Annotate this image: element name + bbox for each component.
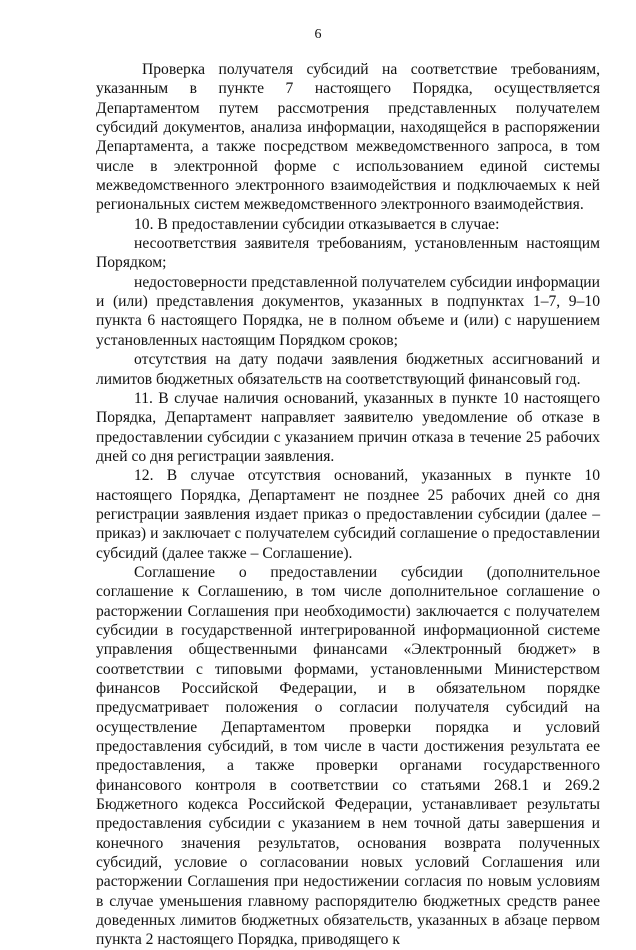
document-body bbox=[96, 60, 600, 950]
paragraph-item-11: 11. В случае наличия оснований, указанных в пункте 10 настоящего Порядка, Департамент направляет заявителю уведомление об отказе в предоставлении субсидии с указанием причин отказа в течение 25 рабочих дней со дня регистрации заявления. bbox=[96, 389, 600, 465]
paragraph-item-10: 10. В предоставлении субсидии отказывается в случае: bbox=[134, 215, 500, 233]
paragraph-refusal-reason-2: недостоверности представленной получателем субсидии информации и (или) представления документов, указанных в подпунктах 1–7, 9–10 пункта 6 настоящего Порядка, не в полном объеме и (или) с нарушением установленных настоящим Порядком сроков; bbox=[96, 273, 600, 349]
paragraph-agreement: Соглашение о предоставлении субсидии (дополнительное соглашение к Соглашению, в том числе дополнительное соглашение о расторжении Соглашения при необходимости) заключается с получателем субсидии в государственной интегрированной информационной системе управления общественными финансами «Электронный бюджет» в соответствии с типовыми формами, установленными Министерством финансов Российской Федерации, и в обязательном порядке предусматривает положения о согласии получателя субсидий на осуществление Департаментом проверки порядка и условий предоставления субсидий, в том числе в части достижения результата ее предоставления, а также проверки органами государственного финансового контроля в соответствии со статьями 268.1 и 269.2 Бюджетного кодекса Российской Федерации, устанавливает результаты предоставления субсидии с указанием в нем точной даты завершения и конечного значения результатов, основания возврата полученных субсидий, условие о согласовании новых условий Соглашения или расторжении Соглашения при недостижении согласия по новым условиям в случае уменьшения главному распорядителю бюджетных средств ранее доведенных лимитов бюджетных обязательств, указанных в абзаце первом пункта 2 настоящего Порядка, приводящего к bbox=[96, 563, 600, 949]
paragraph-refusal-reason-1: несоответствия заявителя требованиям, установленным настоящим Порядком; bbox=[96, 235, 600, 272]
paragraph-verification: Проверка получателя субсидий на соответствие требованиям, указанным в пункте 7 настоящего Порядка, осуществляется Департаментом путем рассмотрения представленных получателем субсидий документов, анализа информации, находящейся в распоряжении Департамента, а также посредством межведомственного запроса, в том числе в электронной форме с использованием единой системы межведомственного электронного взаимодействия и подключаемых к ней региональных систем межведомственного электронного взаимодействия. bbox=[96, 61, 600, 214]
paragraph-refusal-reason-3: отсутствия на дату подачи заявления бюджетных ассигнований и лимитов бюджетных обязательств на соответствующий финансовый год. bbox=[96, 351, 600, 388]
paragraph-item-12: 12. В случае отсутствия оснований, указанных в пункте 10 настоящего Порядка, Департамент не позднее 25 рабочих дней со дня регистрации заявления издает приказ о предоставлении субсидии (далее – приказ) и заключает с получателем субсидий соглашение о предоставлении субсидий (далее также – Соглашение). bbox=[96, 467, 600, 562]
page-number: 6 bbox=[314, 27, 322, 42]
